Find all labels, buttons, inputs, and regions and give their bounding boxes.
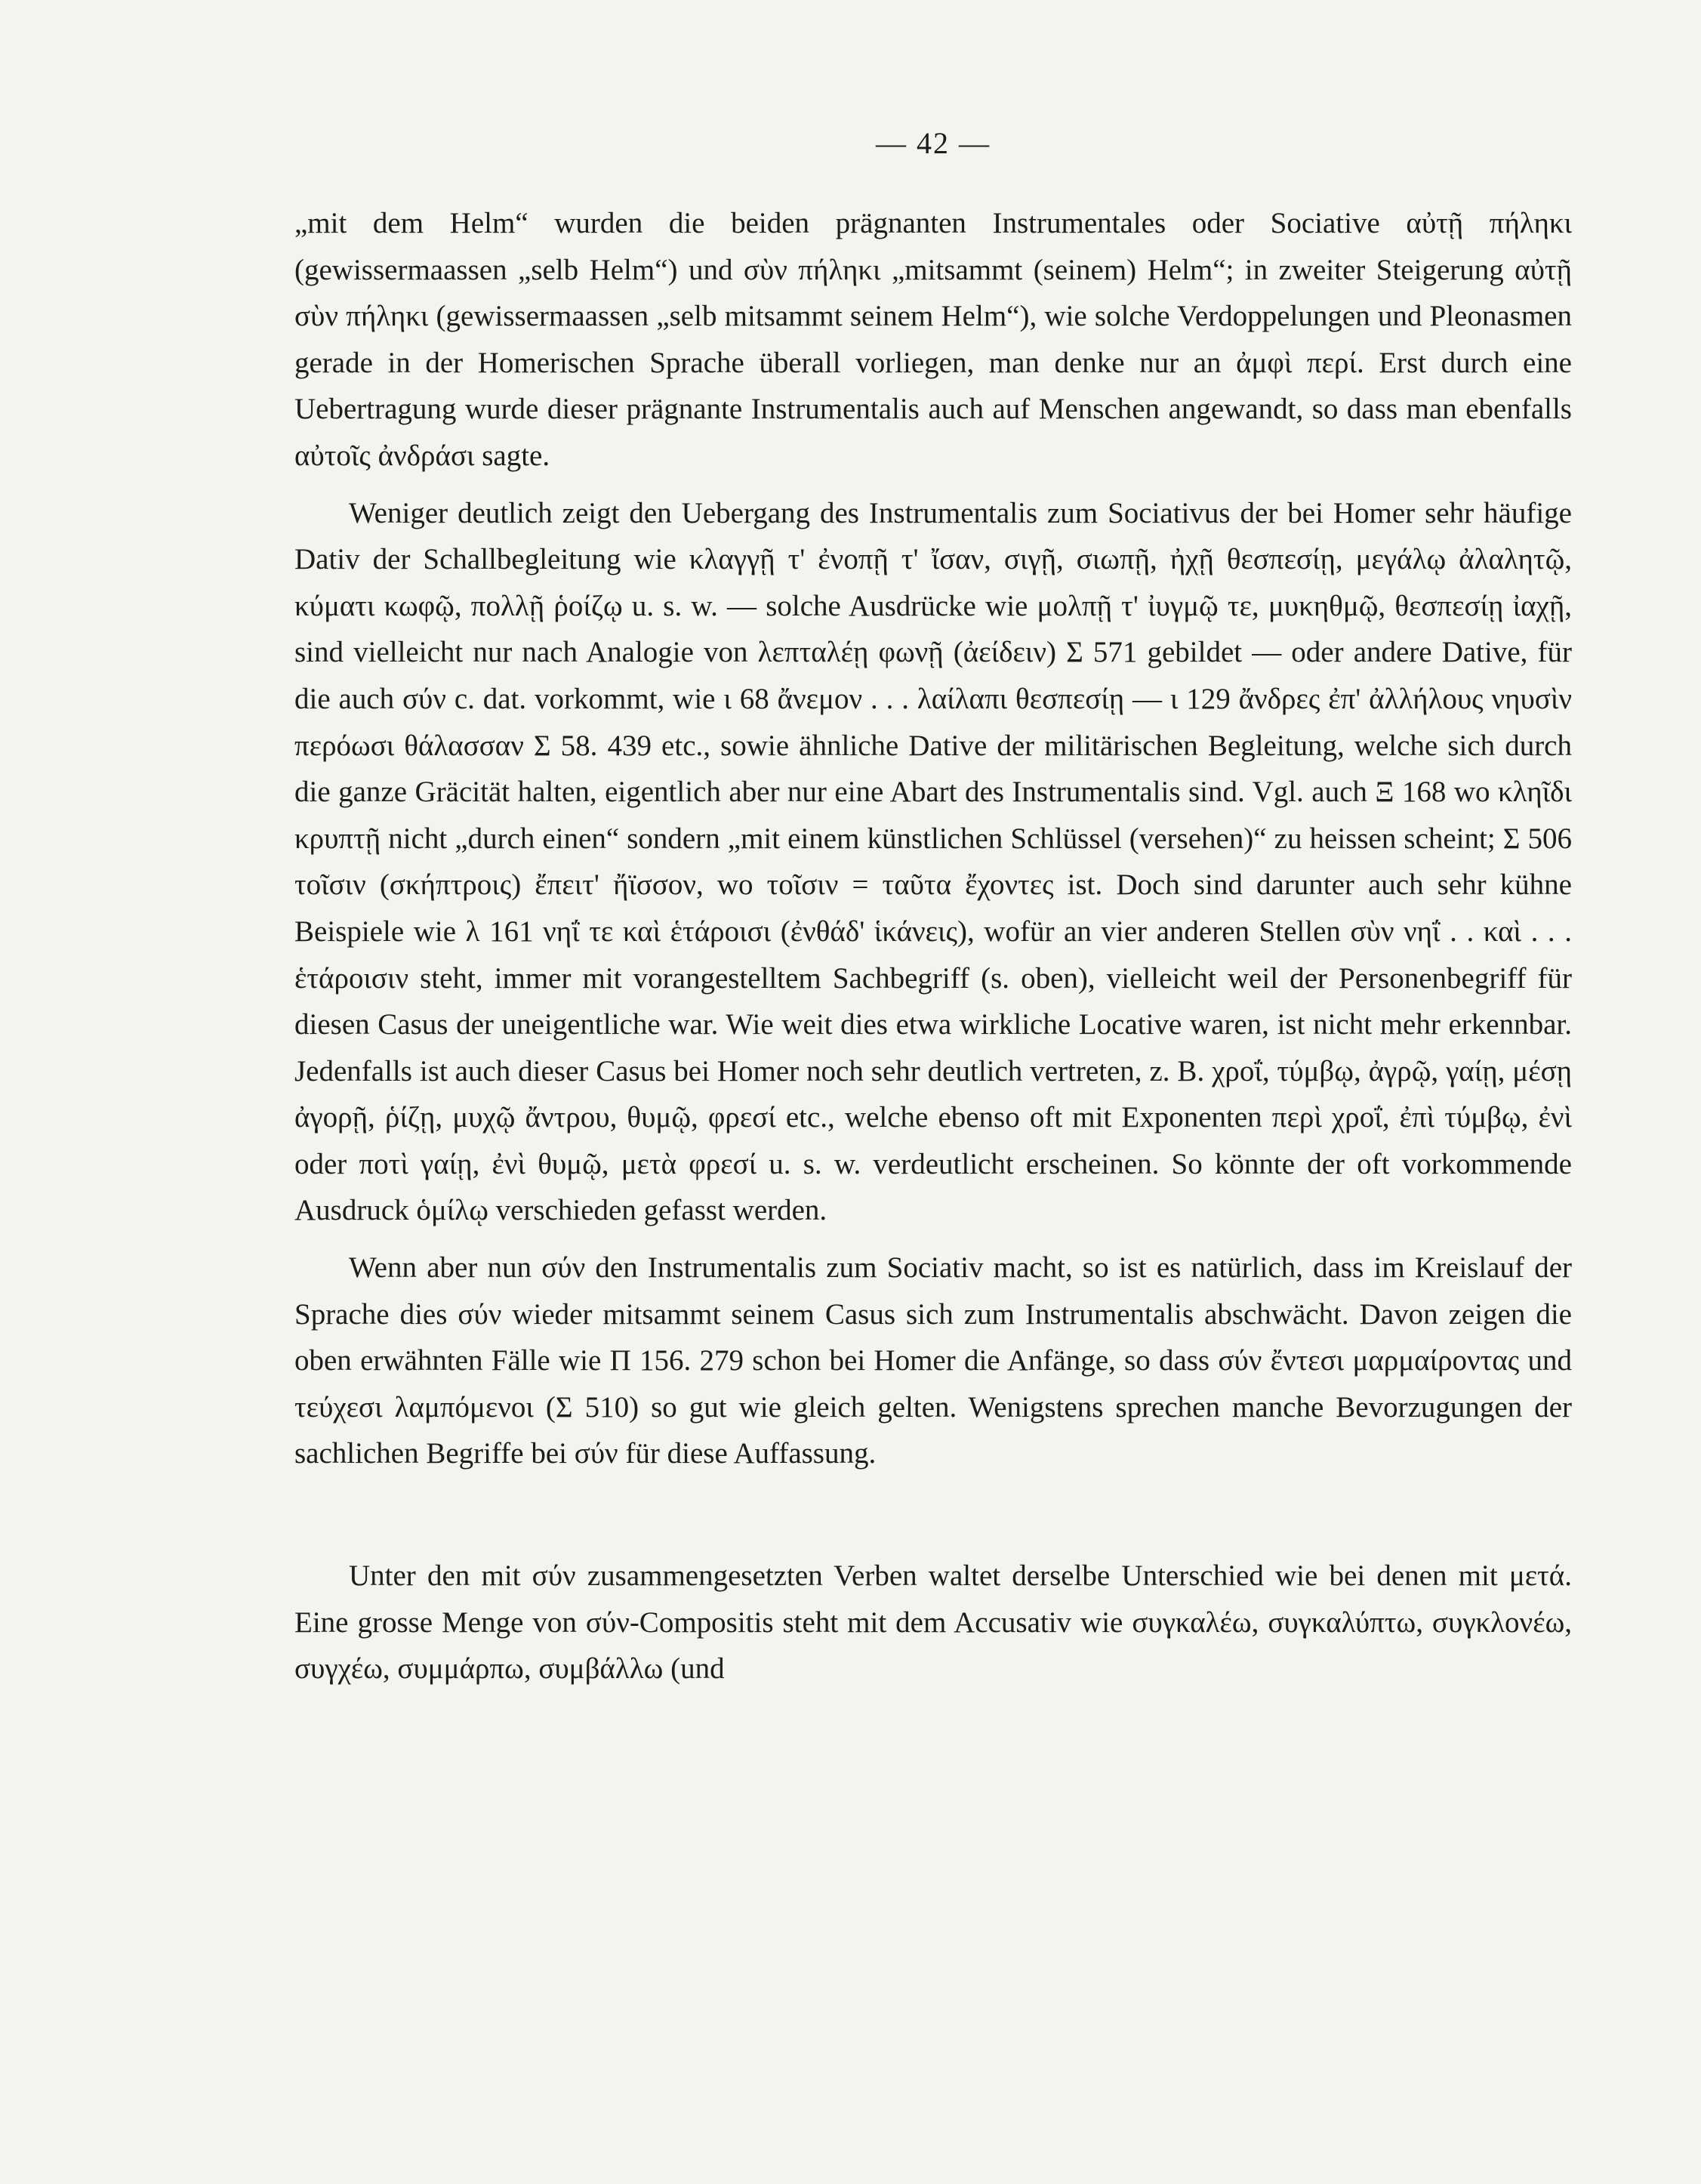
book-page (294, 121, 1572, 1692)
paragraph-2: Weniger deutlich zeigt den Uebergang des Instrumentalis zum Sociativus der bei Homer sehr häufige Dativ der Schallbegleitung wie κλαγγῇ τ' ἐνοπῇ τ' ἴσαν, σιγῇ, σιωπῇ, ἠχῇ θεσπεσίῃ, μεγάλῳ ἀλαλητῷ, κύματι κωφῷ, πολλῇ ῥοίζῳ u. s. w. — solche Ausdrücke wie μολπῇ τ' ἰυγμῷ τε, μυκηθμῷ, θεσπεσίῃ ἰαχῇ, sind vielleicht nur nach Analogie von λεπταλέῃ φωνῇ (ἀείδειν) Σ 571 gebildet — oder andere Dative, für die auch σύν c. dat. vorkommt, wie ι 68 ἄνεμον . . . λαίλαπι θεσπεσίῃ — ι 129 ἄνδρες ἐπ' ἀλλήλους νηυσὶν περόωσι θάλασσαν Σ 58. 439 etc., sowie ähnliche Dative der militärischen Begleitung, welche sich durch die ganze Gräcität halten, eigentlich aber nur eine Abart des Instrumentalis sind. Vgl. auch Ξ 168 wo κληῖδι κρυπτῇ nicht „durch einen“ sondern „mit einem künstlichen Schlüssel (versehen)“ zu heissen scheint; Σ 506 τοῖσιν (σκήπτροις) ἔπειτ' ἤϊσσον, wo τοῖσιν = ταῦτα ἔχοντες ist. Doch sind darunter auch sehr kühne Beispiele wie λ 161 νηΐ τε καὶ ἑτάροισι (ἐνθάδ' ἱκάνεις), wofür an vier anderen Stellen σὺν νηΐ . . καὶ . . . ἑτάροισιν steht, immer mit vorangestelltem Sachbegriff (s. oben), vielleicht weil der Personenbegriff für diesen Casus der uneigentliche war. Wie weit dies etwa wirkliche Locative waren, ist nicht mehr erkennbar. Jedenfalls ist auch dieser Casus bei Homer noch sehr deutlich vertreten, z. B. χροΐ, τύμβῳ, ἀγρῷ, γαίῃ, μέσῃ ἀγορῇ, ῥίζῃ, μυχῷ ἄντρου, θυμῷ, φρεσί etc., welche ebenso oft mit Exponenten περὶ χροΐ, ἐπὶ τύμβῳ, ἐνὶ oder ποτὶ γαίῃ, ἐνὶ θυμῷ, μετὰ φρεσί u. s. w. verdeutlicht erscheinen. So könnte der oft vorkommende Ausdruck ὁμίλῳ verschieden gefasst werden. (294, 496, 1572, 1227)
paragraph-4: Unter den mit σύν zusammengesetzten Verben waltet derselbe Unterschied wie bei denen mit μετά. Eine grosse Menge von σύν-Compositis steht mit dem Accusativ wie συγκαλέω, συγκαλύπτω, συγκλονέω, συγχέω, συμμάρπω, συμβάλλω (und (294, 1559, 1572, 1686)
paragraph-1: „mit dem Helm“ wurden die beiden prägnanten Instrumentales oder Sociative αὐτῇ πήληκι (gewissermaassen „selb Helm“) und σὺν πήληκι „mitsammt (seinem) Helm“; in zweiter Steigerung αὐτῇ σὺν πήληκι (gewissermaassen „selb mitsammt seinem Helm“), wie solche Verdoppelungen und Pleonasmen gerade in der Homerischen Sprache überall vorliegen, man denke nur an ἀμφὶ περί. Erst durch eine Uebertragung wurde dieser prägnante Instrumentalis auch auf Menschen angewandt, so dass man ebenfalls αὐτοῖς ἀνδράσι sagte. (294, 207, 1572, 472)
paragraph-3: Wenn aber nun σύν den Instrumentalis zum Sociativ macht, so ist es natürlich, dass im Kreislauf der Sprache dies σύν wieder mitsammt seinem Casus sich zum Instrumentalis abschwächt. Davon zeigen die oben erwähnten Fälle wie Π 156. 279 schon bei Homer die Anfänge, so dass σύν ἔντεσι μαρμαίροντας und τεύχεσι λαμπόμενοι (Σ 510) so gut wie gleich gelten. Wenigstens sprechen manche Bevorzugungen der sachlichen Begriffe bei σύν für diese Auffassung. (294, 1251, 1572, 1470)
page-number: — 42 — (876, 126, 991, 160)
